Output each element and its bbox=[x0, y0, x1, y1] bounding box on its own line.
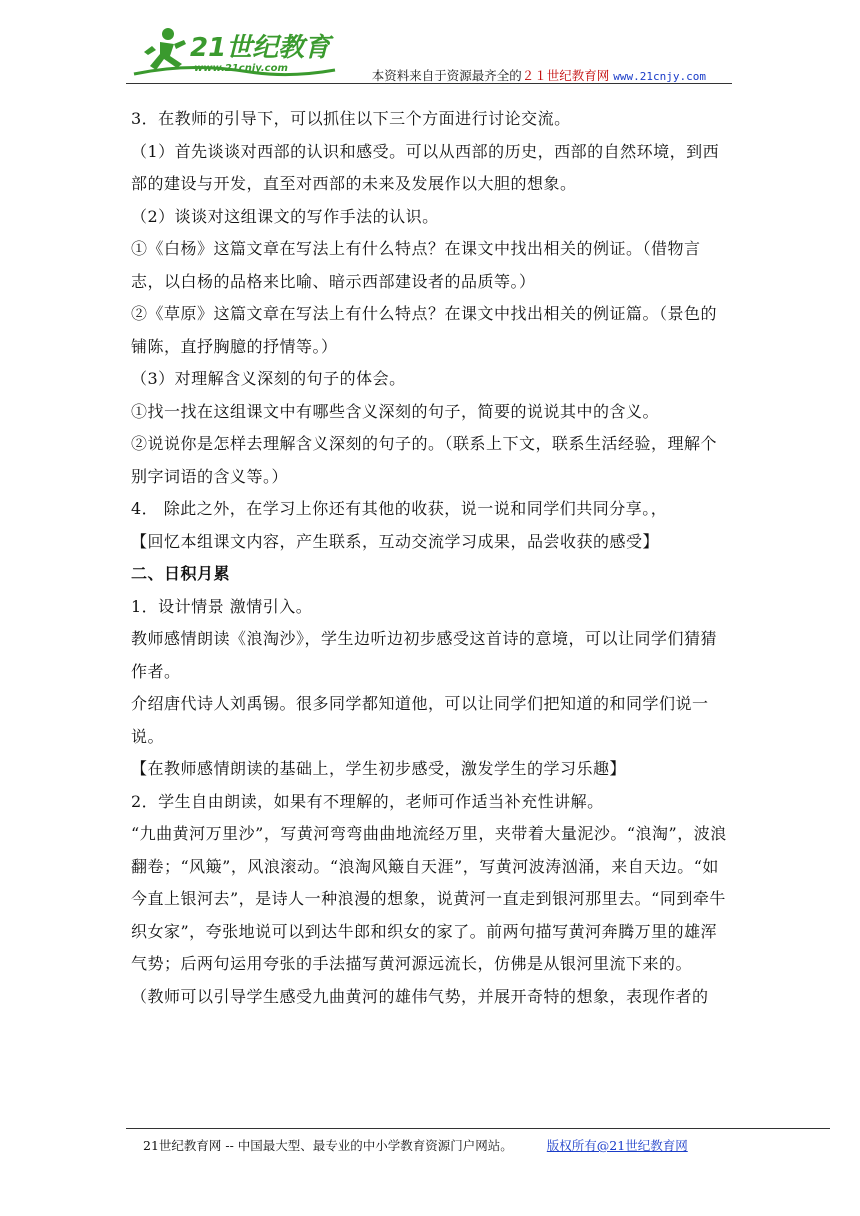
paragraph: 2．学生自由朗读，如果有不理解的，老师可作适当补充性讲解。 bbox=[131, 791, 604, 811]
footer-text: 21世纪教育网 -- 中国最大型、最专业的中小学教育资源门户网站。 bbox=[143, 1138, 513, 1153]
header-brand-link[interactable]: ２１世纪教育网 bbox=[521, 68, 610, 83]
paragraph: 1．设计情景 激情引入。 bbox=[131, 596, 313, 616]
paragraph: 3．在教师的引导下，可以抓住以下三个方面进行讨论交流。 bbox=[131, 109, 571, 128]
header-divider bbox=[126, 83, 732, 84]
paragraph: ②说说你是怎样去理解含义深刻的句子的。（联系上下文，联系生活经验，理解个别字词语的含义等。） bbox=[131, 434, 718, 486]
paragraph: （教师可以引导学生感受九曲黄河的雄伟气势，并展开奇特的想象，表现作者的 bbox=[131, 986, 709, 1006]
paragraph: 4． 除此之外，在学习上你还有其他的收获，说一说和同学们共同分享。， bbox=[131, 499, 668, 518]
header-url-link[interactable]: www.21cnjy.com bbox=[613, 70, 706, 83]
paragraph: 【回忆本组课文内容，产生联系，互动交流学习成果，品尝收获的感受】 bbox=[131, 531, 660, 551]
footer-divider bbox=[126, 1128, 830, 1129]
paragraph: “九曲黄河万里沙”，写黄河弯弯曲曲地流经万里，夹带着大量泥沙。“浪淘”，波浪翻卷；“风簸”，风浪滚动。“浪淘风簸自天涯”，写黄河波涛汹涌，来自天边。“如今直上银河去”，是诗人一种浪漫的想象，说黄河一直走到银河那里去。“同到牵牛织女家”，夸张地说可以到达牛郎和织女的家了。前两句描写黄河奔腾万里的雄浑气势；后两句运用夸张的手法描写黄河源远流长，仿佛是从银河里流下来的。 bbox=[131, 824, 727, 973]
page-header bbox=[130, 22, 730, 90]
paragraph: 介绍唐代诗人刘禹锡。很多同学都知道他，可以让同学们把知道的和同学们说一说。 bbox=[131, 694, 709, 746]
section-heading: 二、日积月累 bbox=[131, 564, 231, 583]
header-note bbox=[372, 66, 706, 84]
paragraph: （2）谈谈对这组课文的写作手法的认识。 bbox=[131, 206, 439, 226]
paragraph: 教师感情朗读《浪淘沙》，学生边听边初步感受这首诗的意境，可以让同学们猜猜作者。 bbox=[131, 629, 718, 681]
paragraph: （1）首先谈谈对西部的认识和感受。可以从西部的历史，西部的自然环境，到西部的建设与开发，直至对西部的未来及发展作以大胆的想象。 bbox=[131, 141, 720, 193]
document-body bbox=[131, 103, 733, 1013]
paragraph: ①《白杨》这篇文章在写法上有什么特点？在课文中找出相关的例证。（借物言志，以白杨的品格来比喻、暗示西部建设者的品质等。） bbox=[131, 239, 701, 291]
logo-text: 21世纪教育 bbox=[190, 33, 331, 63]
running-figure-icon bbox=[144, 28, 186, 70]
paragraph: ①找一找在这组课文中有哪些含义深刻的句子，简要的说说其中的含义。 bbox=[131, 401, 660, 421]
paragraph: （3）对理解含义深刻的句子的体会。 bbox=[131, 369, 406, 388]
paragraph: ②《草原》这篇文章在写法上有什么特点？在课文中找出相关的例证篇。（景色的铺陈，直抒胸臆的抒情等。） bbox=[131, 304, 718, 356]
logo-url: www.21cnjy.com bbox=[194, 63, 288, 74]
copyright-link[interactable]: 版权所有@21世纪教育网 bbox=[546, 1138, 688, 1153]
paragraph: 【在教师感情朗读的基础上，学生初步感受，激发学生的学习乐趣】 bbox=[131, 759, 627, 778]
page-footer bbox=[143, 1136, 688, 1154]
site-logo bbox=[130, 22, 340, 82]
header-note-prefix: 本资料来自于资源最齐全的 bbox=[371, 68, 522, 83]
